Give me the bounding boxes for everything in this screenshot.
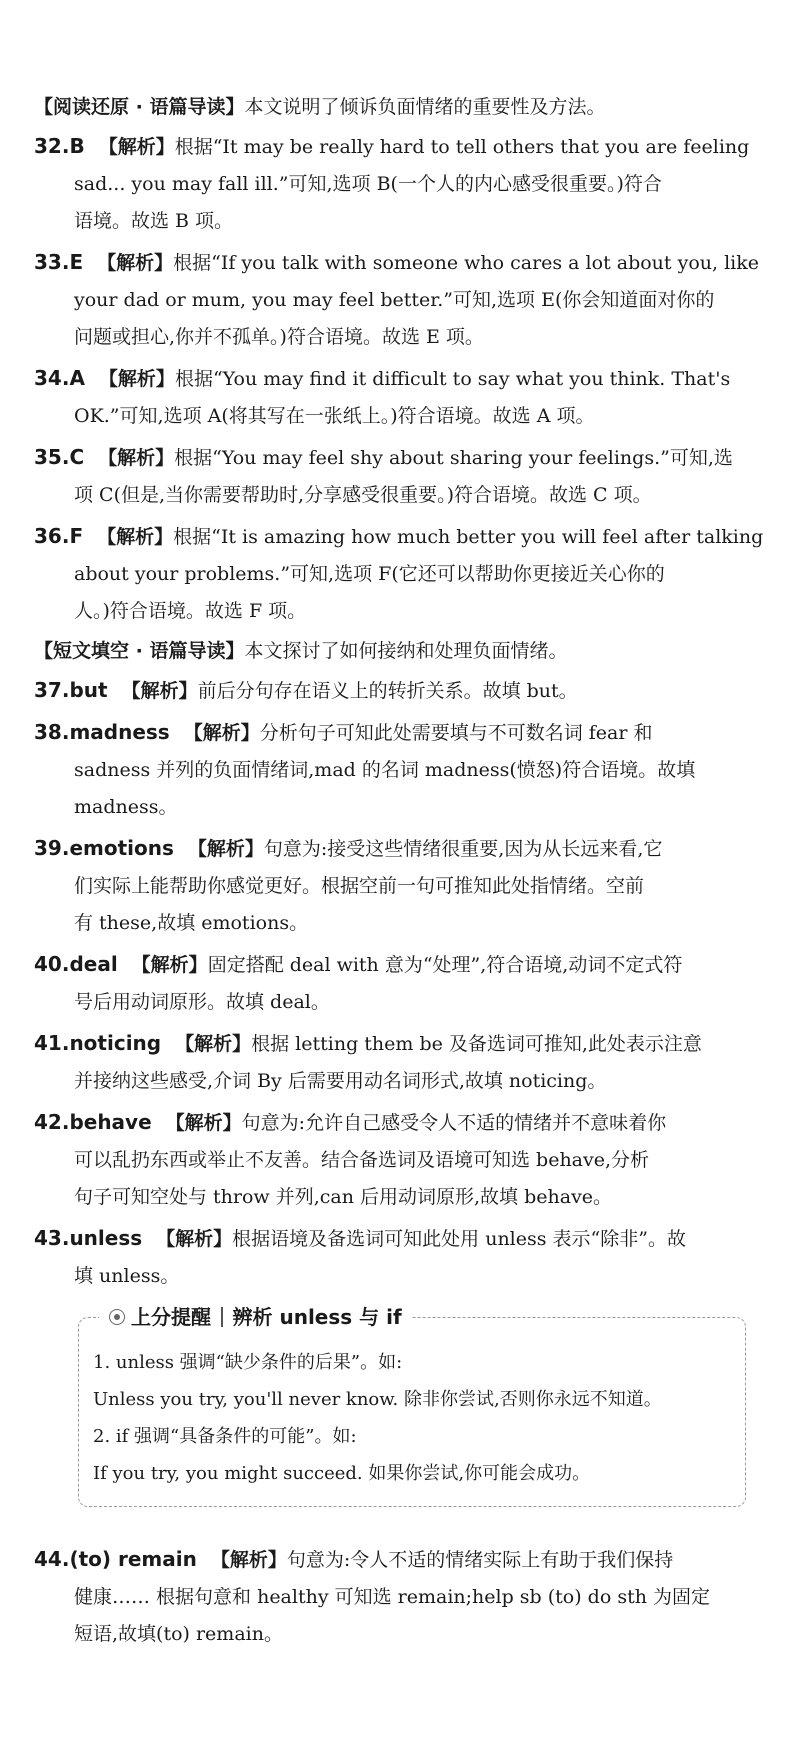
explanation-text: sad... you may fall ill.”可知,选项 B(一个人的内心感受很重要。)符合 <box>74 173 662 195</box>
answer-item-41 <box>34 1025 766 1100</box>
explanation-text: 句子可知空处与 throw 并列,can 后用动词原形,故填 behave。 <box>74 1186 613 1208</box>
analysis-tag: 【解析】 <box>121 680 198 702</box>
answer-key: (to) remain <box>69 1547 197 1571</box>
tip-topic: 辨析 unless 与 if <box>232 1305 402 1329</box>
explanation-text: 有 these,故填 emotions。 <box>74 912 309 934</box>
explanation-text: 根据语境及备选词可知此处用 unless 表示“除非”。故 <box>232 1228 686 1250</box>
analysis-tag: 【解析】 <box>131 954 208 976</box>
explanation-text: 句意为:允许自己感受令人不适的情绪并不意味着你 <box>241 1112 667 1134</box>
explanation-text: 并接纳这些感受,介词 By 后需要用动名词形式,故填 noticing。 <box>74 1070 607 1092</box>
answer-key: emotions <box>69 836 174 860</box>
answer-key: but <box>69 678 108 702</box>
answer-key: unless <box>69 1226 143 1250</box>
answer-item-42 <box>34 1104 766 1216</box>
analysis-tag: 【解析】 <box>97 526 174 548</box>
answer-item-40 <box>34 946 766 1021</box>
explanation-text: 人。)符合语境。故选 F 项。 <box>74 600 307 622</box>
explanation-text: 句意为:令人不适的情绪实际上有助于我们保持 <box>286 1549 674 1571</box>
analysis-tag: 【解析】 <box>175 1033 252 1055</box>
explanation-text: 根据“If you talk with someone who cares a lot about you, like <box>173 252 759 274</box>
analysis-tag: 【解析】 <box>187 838 264 860</box>
analysis-tag: 【解析】 <box>98 368 175 390</box>
answer-item-36 <box>34 518 766 630</box>
answer-key: C <box>69 445 85 469</box>
explanation-text: 根据“It is amazing how much better you will feel after talking <box>173 526 764 548</box>
analysis-tag: 【解析】 <box>183 722 260 744</box>
question-number: 43. <box>34 1226 70 1250</box>
explanation-text: 语境。故选 B 项。 <box>74 210 234 232</box>
explanation-text: 号后用动词原形。故填 deal。 <box>74 991 330 1013</box>
explanation-text: 根据 letting them be 及备选词可推知,此处表示注意 <box>251 1033 702 1055</box>
explanation-text: 句意为:接受这些情绪很重要,因为从长远来看,它 <box>263 838 663 860</box>
section-label: 【短文填空 · 语篇导读】 <box>34 640 245 662</box>
answer-key: deal <box>69 952 118 976</box>
explanation-text: 填 unless。 <box>74 1265 180 1287</box>
explanation-text: OK.”可知,选项 A(将其写在一张纸上。)符合语境。故选 A 项。 <box>74 405 595 427</box>
answer-key: A <box>69 366 85 390</box>
question-number: 32. <box>34 134 70 158</box>
question-number: 42. <box>34 1110 70 1134</box>
answer-item-33 <box>34 244 766 356</box>
answer-item-44 <box>34 1541 766 1653</box>
section-summary: 本文探讨了如何接纳和处理负面情绪。 <box>244 640 568 662</box>
explanation-text: 根据“You may find it difficult to say what you think. That's <box>174 368 731 390</box>
answer-item-32 <box>34 128 766 240</box>
explanation-text: 问题或担心,你并不孤单。)符合语境。故选 E 项。 <box>74 326 484 348</box>
section-heading-cloze <box>34 634 766 668</box>
explanation-text: about your problems.”可知,选项 F(它还可以帮助你更接近关心你的 <box>74 563 665 585</box>
title-divider <box>221 1307 223 1327</box>
question-number: 35. <box>34 445 70 469</box>
answer-item-35 <box>34 439 766 514</box>
analysis-tag: 【解析】 <box>98 136 175 158</box>
answer-key: madness <box>69 720 170 744</box>
section-label: 【阅读还原 · 语篇导读】 <box>34 96 245 118</box>
explanation-text: 固定搭配 deal with 意为“处理”,符合语境,动词不定式符 <box>207 954 683 976</box>
section-heading-reading <box>34 90 766 124</box>
question-number: 41. <box>34 1031 70 1055</box>
answer-key: E <box>69 250 84 274</box>
answer-item-39 <box>34 830 766 942</box>
answer-item-34 <box>34 360 766 435</box>
analysis-tag: 【解析】 <box>97 252 174 274</box>
analysis-tag: 【解析】 <box>165 1112 242 1134</box>
question-number: 36. <box>34 524 70 548</box>
explanation-text: 项 C(但是,当你需要帮助时,分享感受很重要。)符合语境。故选 C 项。 <box>74 484 652 506</box>
explanation-text: madness。 <box>74 796 178 818</box>
explanation-text: your dad or mum, you may feel better.”可知,选项 E(你会知道面对你的 <box>74 289 715 311</box>
tip-rule: 1. unless 强调“缺少条件的后果”。如: <box>93 1352 403 1373</box>
question-number: 39. <box>34 836 70 860</box>
tip-label: 上分提醒 <box>131 1305 211 1329</box>
answer-item-38 <box>34 714 766 826</box>
section-summary: 本文说明了倾诉负面情绪的重要性及方法。 <box>244 96 606 118</box>
question-number: 40. <box>34 952 70 976</box>
explanation-text: 短语,故填(to) remain。 <box>74 1623 283 1645</box>
explanation-text: 前后分句存在语义上的转折关系。故填 but。 <box>197 680 578 702</box>
answer-item-43 <box>34 1220 766 1295</box>
tip-box-unless-vs-if <box>78 1305 746 1507</box>
explanation-text: 可以乱扔东西或举止不友善。结合备选词及语境可知选 behave,分析 <box>74 1149 650 1171</box>
question-number: 44. <box>34 1547 70 1571</box>
analysis-tag: 【解析】 <box>210 1549 287 1571</box>
explanation-text: 们实际上能帮助你感觉更好。根据空前一句可推知此处指情绪。空前 <box>74 875 645 897</box>
question-number: 37. <box>34 678 70 702</box>
answer-key: F <box>69 524 84 548</box>
explanation-text: 分析句子可知此处需要填与不可数名词 fear 和 <box>259 722 653 744</box>
answer-key: noticing <box>69 1031 162 1055</box>
analysis-tag: 【解析】 <box>156 1228 233 1250</box>
answer-key: B <box>69 134 85 158</box>
question-number: 34. <box>34 366 70 390</box>
tip-example: If you try, you might succeed. 如果你尝试,你可能会成功。 <box>93 1463 591 1484</box>
target-icon <box>109 1309 125 1325</box>
answer-key: behave <box>69 1110 152 1134</box>
explanation-text: 根据“You may feel shy about sharing your feelings.”可知,选 <box>174 447 733 469</box>
question-number: 33. <box>34 250 70 274</box>
explanation-text: 健康…… 根据句意和 healthy 可知选 remain;help sb (to) do sth 为固定 <box>74 1586 710 1608</box>
explanation-text: 根据“It may be really hard to tell others that you are feeling <box>174 136 750 158</box>
tip-title <box>99 1302 412 1332</box>
explanation-text: sadness 并列的负面情绪词,mad 的名词 madness(愤怒)符合语境。故填 <box>74 759 696 781</box>
analysis-tag: 【解析】 <box>98 447 175 469</box>
question-number: 38. <box>34 720 70 744</box>
tip-rule: 2. if 强调“具备条件的可能”。如: <box>93 1426 357 1447</box>
answer-item-37 <box>34 672 766 710</box>
tip-example: Unless you try, you'll never know. 除非你尝试,否则你永远不知道。 <box>93 1389 662 1410</box>
